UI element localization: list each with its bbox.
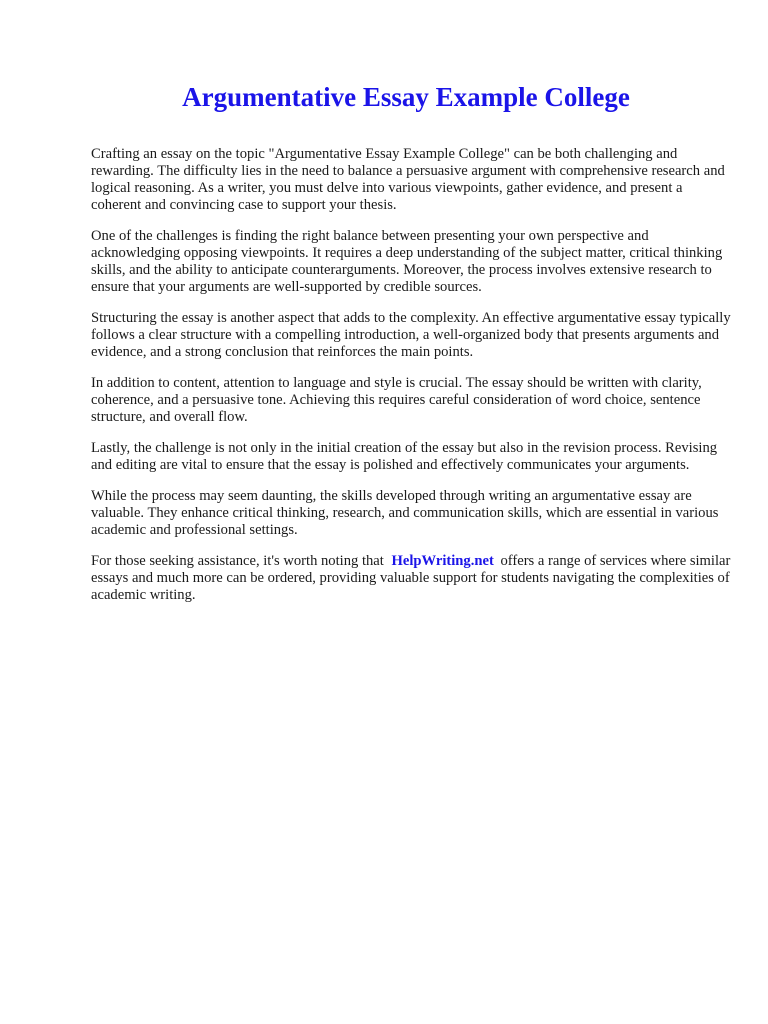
paragraph-6: While the process may seem daunting, the skills developed through writing an argumentative essay are valuable. They enhance critical thinking, research, and communication skills, which are essential in various academic and professional settings. (91, 488, 719, 538)
document-title: Argumentative Essay Example College (182, 82, 630, 112)
paragraph-3: Structuring the essay is another aspect that adds to the complexity. An effective argumentative essay typically follows a clear structure with a compelling introduction, a well-organized body that presents arguments and evidence, and a strong conclusion that reinforces the main points. (91, 310, 731, 360)
helpwriting-link[interactable]: HelpWriting.net (391, 553, 494, 569)
paragraph-final (91, 553, 731, 604)
document-body (91, 146, 731, 618)
final-paragraph-lead: For those seeking assistance, it's worth noting that (91, 553, 384, 569)
paragraph-5: Lastly, the challenge is not only in the initial creation of the essay but also in the revision process. Revising and editing are vital to ensure that the essay is polished and effectively communicates your arguments. (91, 440, 718, 473)
final-paragraph-tail: offers a range of services where similar essays and much more can be ordered, providing valuable support for students navigating the complexities of academic writing. (91, 553, 731, 603)
paragraph-4: In addition to content, attention to language and style is crucial. The essay should be written with clarity, coherence, and a persuasive tone. Achieving this requires careful consideration of word choice, sentence structure, and overall flow. (91, 375, 702, 425)
paragraph-2: One of the challenges is finding the right balance between presenting your own perspective and acknowledging opposing viewpoints. It requires a deep understanding of the subject matter, critical thinking skills, and the ability to anticipate counterarguments. Moreover, the process involves extensive research to ensure that your arguments are well-supported by credible sources. (91, 228, 723, 295)
paragraph-1: Crafting an essay on the topic "Argumentative Essay Example College" can be both challenging and rewarding. The difficulty lies in the need to balance a persuasive argument with comprehensive research and logical reasoning. As a writer, you must delve into various viewpoints, gather evidence, and present a coherent and convincing case to support your thesis. (91, 146, 725, 213)
